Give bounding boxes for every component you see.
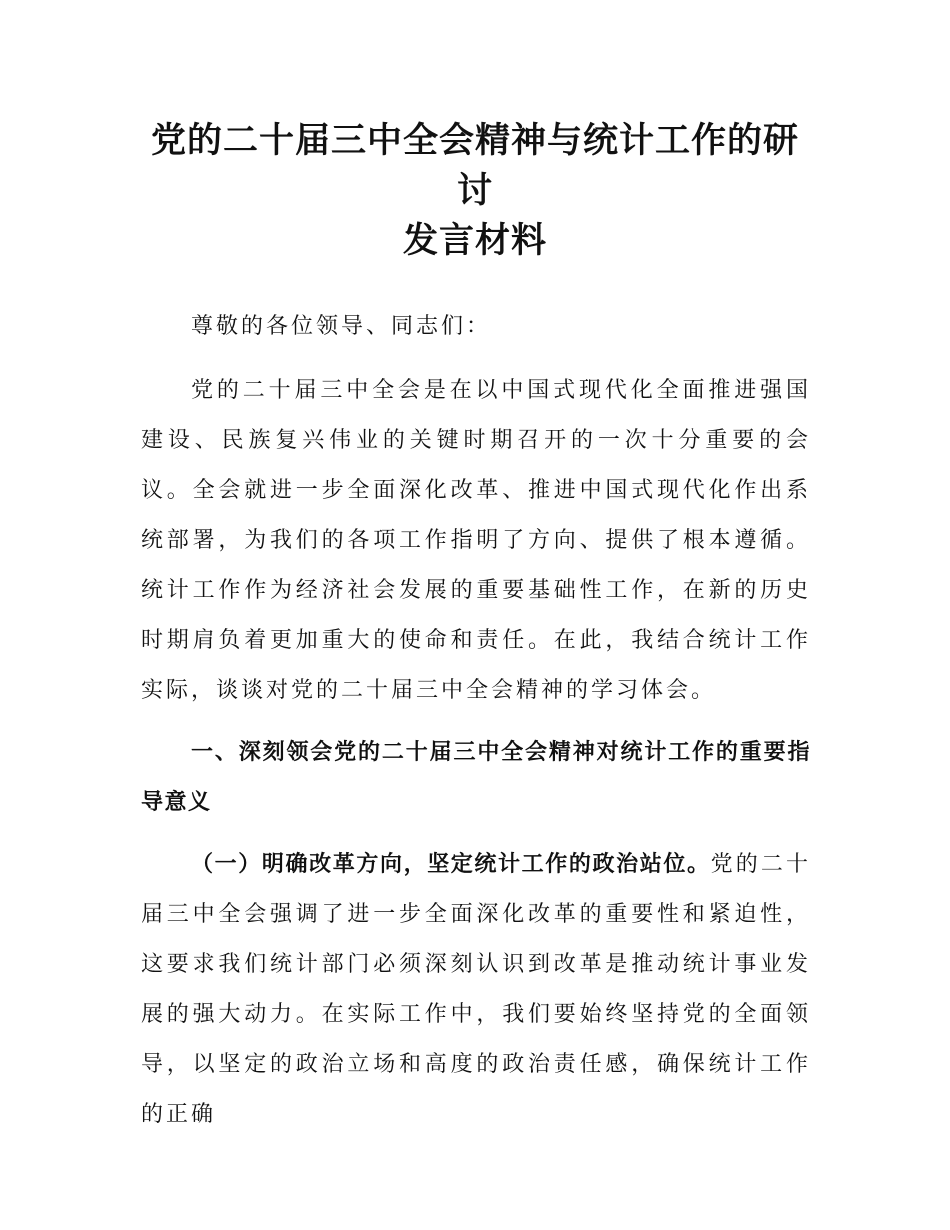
document-title-line-1: 党的二十届三中全会精神与统计工作的研讨 — [150, 121, 799, 211]
subsection-lead: （一）明确改革方向，坚定统计工作的政治站位。 — [191, 852, 711, 877]
document-title — [140, 116, 810, 266]
intro-paragraph: 党的二十届三中全会是在以中国式现代化全面推进强国建设、民族复兴伟业的关键时期召开的一次十分重要的会议。全会就进一步全面深化改革、推进中国式现代化作出系统部署，为我们的各项工作指明了方向、提供了根本遵循。统计工作作为经济社会发展的重要基础性工作，在新的历史时期肩负着更加重大的使命和责任。在此，我结合统计工作实际，谈谈对党的二十届三中全会精神的学习体会。 — [141, 378, 811, 703]
subsection-paragraph-1 — [141, 840, 811, 1140]
section-heading-1: 一、深刻领会党的二十届三中全会精神对统计工作的重要指导意义 — [141, 740, 811, 815]
greeting: 尊敬的各位领导、同志们： — [191, 314, 492, 339]
subsection-body: 党的二十届三中全会强调了进一步全面深化改革的重要性和紧迫性，这要求我们统计部门必须深刻认识到改革是推动统计事业发展的强大动力。在实际工作中，我们要始终坚持党的全面领导，以坚定的政治立场和高度的政治责任感，确保统计工作的正确 — [141, 852, 811, 1127]
document-title-line-2: 发言材料 — [402, 221, 547, 261]
